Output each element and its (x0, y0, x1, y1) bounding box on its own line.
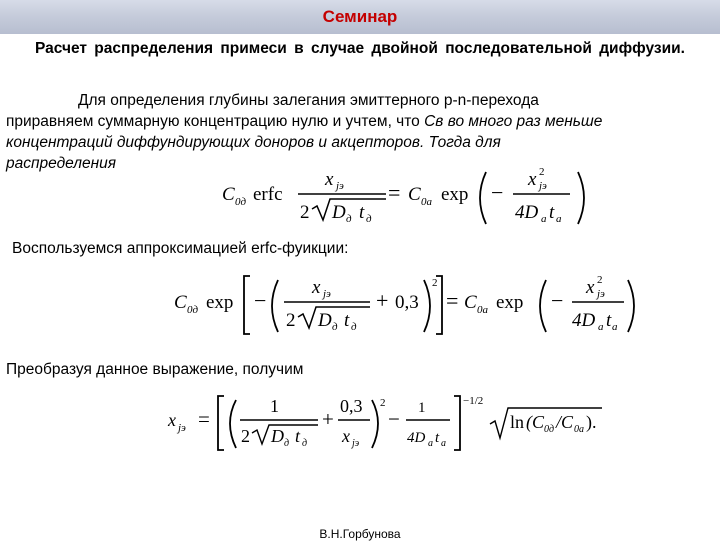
f1-rhs-coef: C (408, 184, 421, 205)
f1-den-D: D (332, 202, 346, 223)
f3-den-t-sub: д (302, 438, 308, 449)
f2-den-t: t (344, 310, 350, 331)
f3-power: −1/2 (463, 395, 484, 407)
f2-rden-sub: a (598, 321, 604, 333)
f2-den-two: 2 (286, 310, 296, 331)
f3-ln-arg-sub1: 0д (544, 424, 555, 435)
approx-label: Воспользуемся аппроксимацией erfc-фуикции: (12, 240, 349, 257)
f3-ln: ln (510, 412, 525, 432)
f2-rden: 4D (572, 310, 596, 331)
f3-minus: − (388, 407, 400, 431)
f2-r-right-paren (628, 280, 634, 332)
f2-r-left-paren (540, 280, 546, 332)
f1-rden-t-sub: a (556, 213, 562, 225)
f1-rden: 4D (515, 202, 539, 223)
f2-num: x (312, 277, 321, 298)
para-line-4: распределения (6, 155, 117, 172)
f3-rden: 4D (407, 430, 426, 446)
f3-equals: = (198, 407, 210, 431)
f3-den-t: t (295, 426, 301, 446)
f3-ln-slash: /C (556, 412, 574, 432)
f2-rnum: x (586, 277, 595, 298)
f2-den-D: D (318, 310, 332, 331)
f3-rden-t: t (435, 430, 440, 446)
f3-left-paren (230, 400, 236, 448)
f1-rnum-sub: jэ (539, 180, 547, 192)
f1-right-paren (578, 172, 584, 224)
f2-r-minus: − (551, 288, 564, 313)
f3-den-D-sub: д (284, 438, 290, 449)
f2-const: 0,3 (395, 292, 419, 313)
f3-left-bracket (218, 396, 224, 450)
transform-label: Преобразуя данное выражение, получим (6, 361, 304, 378)
f1-den-D-sub: д (346, 213, 352, 225)
f3-square: 2 (380, 397, 386, 409)
para-line-2-italic: Cв во много раз меньше (424, 113, 603, 130)
f1-func: erfc (253, 184, 283, 205)
f2-num-sub: jэ (323, 288, 331, 300)
f3-ln-arg-sub2: 0a (574, 424, 584, 435)
f1-den-t-sub: д (366, 213, 372, 225)
f3-rden-sub: a (428, 438, 433, 449)
f1-minus: − (491, 180, 504, 205)
f2-den-t-sub: д (351, 321, 357, 333)
f3-right-bracket (454, 396, 460, 450)
f1-num-sub: jэ (336, 180, 344, 192)
f2-rhs-exp: exp (496, 292, 524, 313)
f3-den-x: x (342, 426, 350, 446)
f2-square: 2 (432, 277, 438, 289)
f3-right-paren (372, 400, 378, 448)
f2-rhs-coef: C (464, 292, 477, 313)
f3-rden-t-sub: a (441, 438, 446, 449)
f2-rnum-sup: 2 (597, 274, 603, 286)
f2-lhs-coef: C (174, 292, 187, 313)
f3-den-x-sub: jэ (352, 438, 360, 449)
f2-left-bracket (244, 276, 250, 334)
f2-right-paren (424, 280, 430, 332)
f3-one: 1 (270, 396, 279, 416)
formula-1 (220, 160, 610, 232)
f2-rden-t-sub: a (612, 321, 618, 333)
slide-title: Семинар (322, 7, 398, 26)
formula-2 (172, 268, 640, 340)
f2-rden-t: t (606, 310, 612, 331)
slide-header-bar (0, 0, 720, 34)
f1-equals: = (388, 180, 401, 205)
f1-den-t: t (359, 202, 365, 223)
f3-ln-arg: (C (526, 412, 544, 432)
f1-left-paren (480, 172, 486, 224)
f1-rnum-sup: 2 (539, 166, 545, 178)
para-line-2: приравняем суммарную концентрацию нулю и учтем, что (6, 113, 425, 130)
f3-ln-close: ). (586, 412, 597, 432)
f1-rhs-coef-sub: 0a (421, 196, 432, 208)
f2-equals: = (446, 288, 459, 313)
f3-lhs-sub: jэ (178, 422, 186, 434)
f2-den-D-sub: д (332, 321, 338, 333)
f3-den-D: D (271, 426, 284, 446)
f2-rnum-sub: jэ (597, 288, 605, 300)
f3-one2: 1 (418, 400, 426, 416)
f1-lhs-coef-sub: 0д (235, 196, 247, 208)
f2-rhs-coef-sub: 0a (477, 304, 488, 316)
f1-rden-t: t (549, 202, 555, 223)
f3-den-two: 2 (241, 426, 250, 446)
f3-lhs: x (168, 410, 176, 430)
f2-minus: − (254, 288, 267, 313)
para-line-3: концентраций диффундирующих доноров и акцепторов. Тогда для (6, 134, 501, 151)
f1-rnum: x (528, 169, 537, 190)
para-line-1: Для определения глубины залегания эмиттерного p-n-перехода (78, 92, 539, 109)
f1-exp: exp (441, 184, 469, 205)
author-footer: В.Н.Горбунова (319, 527, 401, 541)
f1-lhs-coef: C (222, 184, 235, 205)
f1-den-two: 2 (300, 202, 310, 223)
section-heading: Расчет распределения примеси в случае двойной последовательной диффузии. (35, 40, 685, 57)
f2-exp: exp (206, 292, 234, 313)
f2-left-paren (272, 280, 278, 332)
f1-rden-sub: a (541, 213, 547, 225)
f3-const: 0,3 (340, 396, 363, 416)
formula-3 (166, 390, 606, 456)
f2-plus: + (376, 288, 389, 313)
f2-lhs-coef-sub: 0д (187, 304, 199, 316)
f1-num: x (325, 169, 334, 190)
f3-plus: + (322, 407, 334, 431)
